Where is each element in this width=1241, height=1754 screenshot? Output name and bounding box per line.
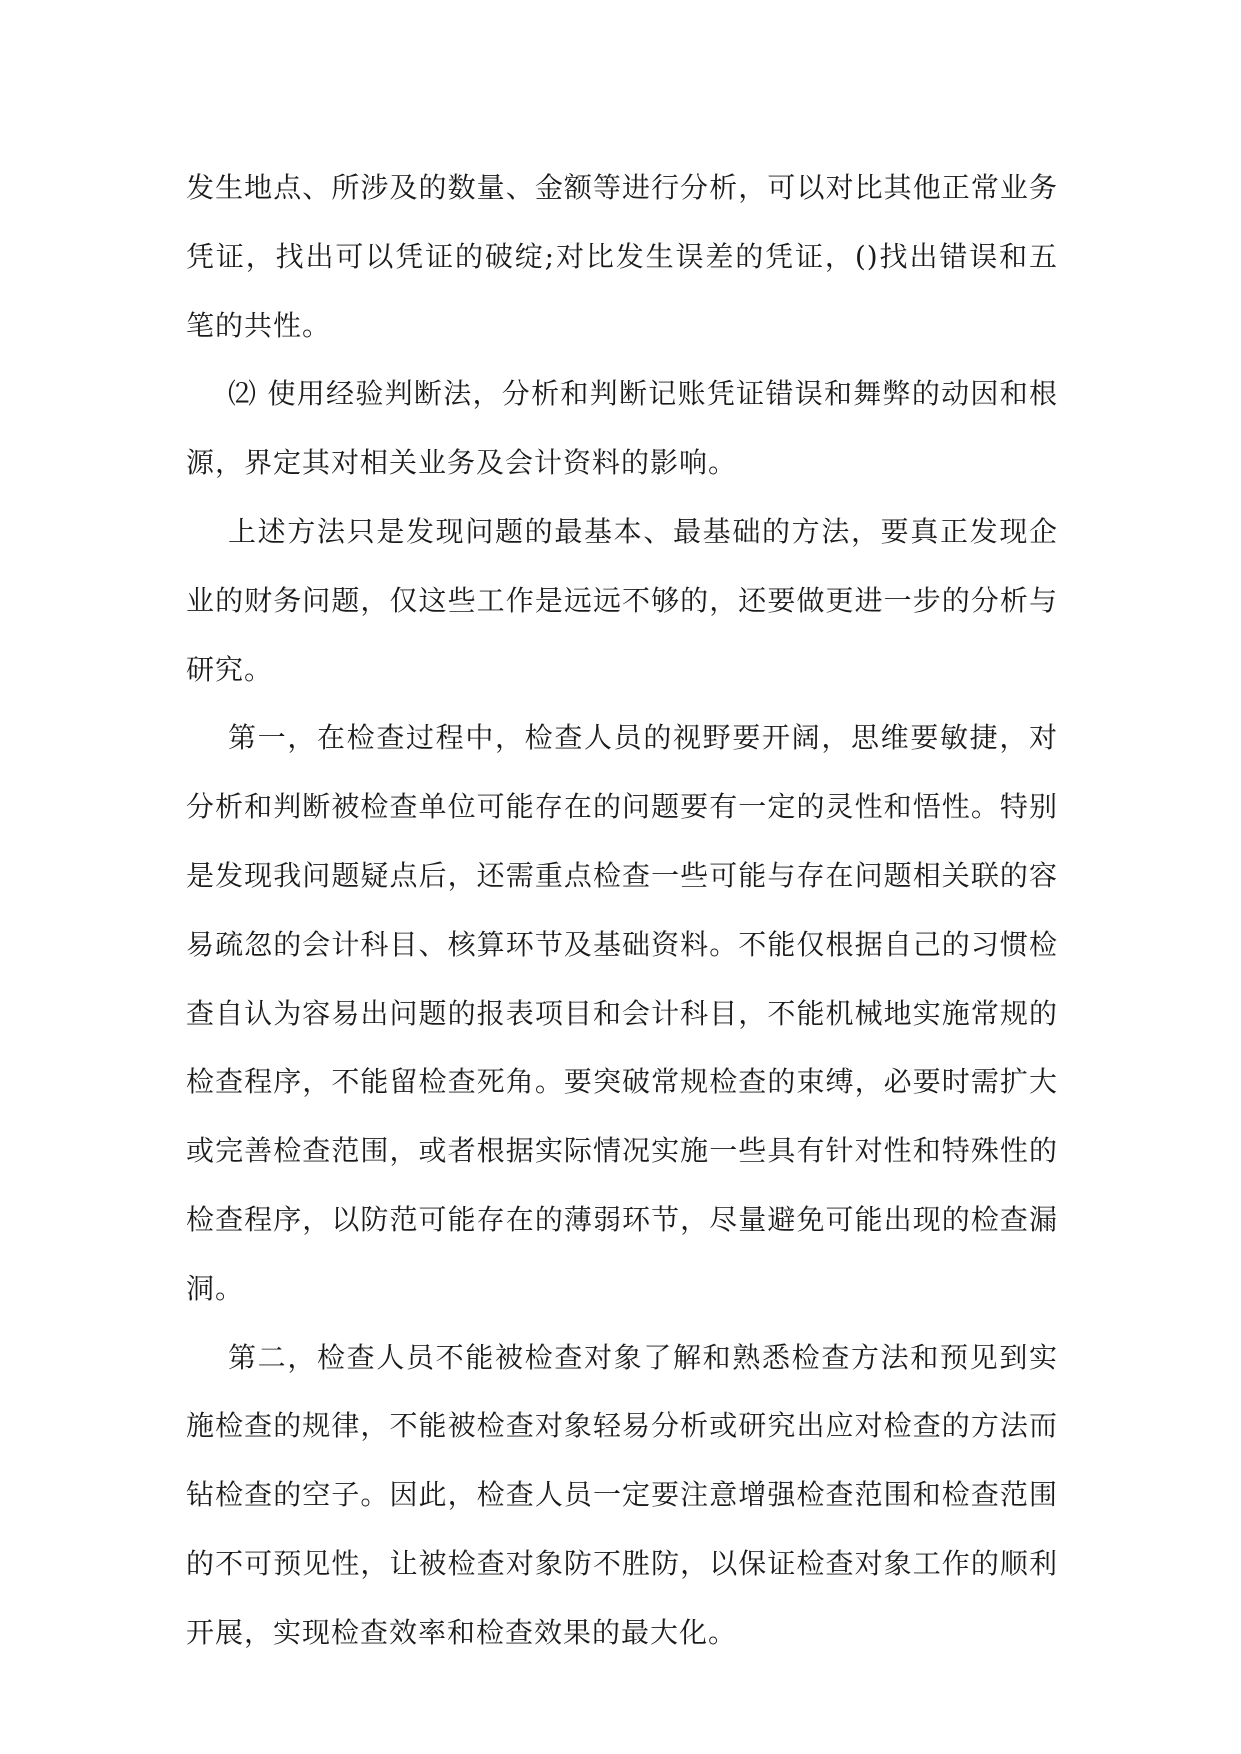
document-body [186, 154, 1058, 1668]
paragraph-experience-judgment: ⑵ 使用经验判断法，分析和判断记账凭证错误和舞弊的动因和根源，界定其对相关业务及会计资料的影响。 [186, 377, 1058, 480]
paragraph-continuation: 发生地点、所涉及的数量、金额等进行分析，可以对比其他正常业务凭证，找出可以凭证的破绽;对比发生误差的凭证，()找出错误和五笔的共性。 [186, 171, 1058, 342]
paragraph-second-point: 第二，检查人员不能被检查对象了解和熟悉检查方法和预见到实施检查的规律，不能被检查对象轻易分析或研究出应对检查的方法而钻检查的空子。因此，检查人员一定要注意增强检查范围和检查范围的不可预见性，让被检查对象防不胜防，以保证检查对象工作的顺利开展，实现检查效率和检查效果的最大化。 [186, 1340, 1058, 1649]
paragraph-basic-methods: 上述方法只是发现问题的最基本、最基础的方法，要真正发现企业的财务问题，仅这些工作是远远不够的，还要做更进一步的分析与研究。 [186, 514, 1058, 686]
paragraph-first-point: 第一，在检查过程中，检查人员的视野要开阔，思维要敏捷，对分析和判断被检查单位可能存在的问题要有一定的灵性和悟性。特别是发现我问题疑点后，还需重点检查一些可能与存在问题相关联的容易疏忽的会计科目、核算环节及基础资料。不能仅根据自己的习惯检查自认为容易出问题的报表项目和会计科目，不能机械地实施常规的检查程序，不能留检查死角。要突破常规检查的束缚，必要时需扩大或完善检查范围，或者根据实际情况实施一些具有针对性和特殊性的检查程序，以防范可能存在的薄弱环节，尽量避免可能出现的检查漏洞。 [186, 721, 1058, 1305]
